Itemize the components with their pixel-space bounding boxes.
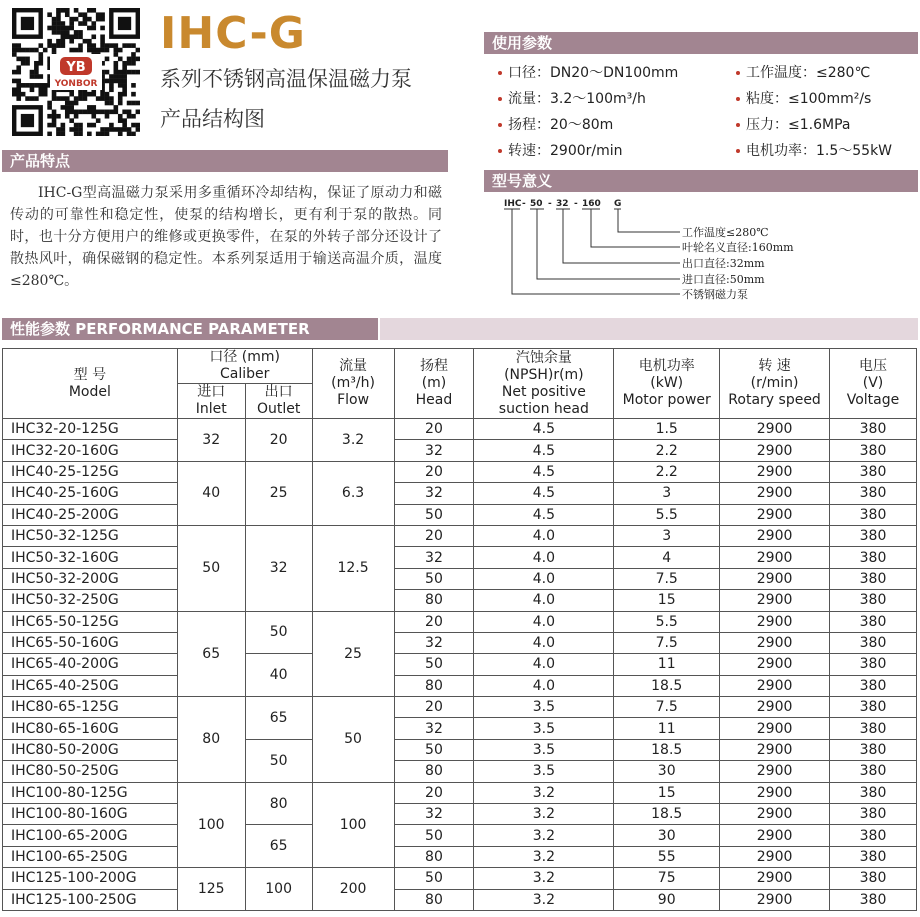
cell-power: 3 xyxy=(614,525,720,546)
table-row xyxy=(3,611,917,632)
cell-model: IHC65-40-250G xyxy=(3,675,178,696)
cell-power: 4 xyxy=(614,547,720,568)
col-caliber: 口径 (mm) Caliber xyxy=(177,349,312,384)
cell-speed: 2900 xyxy=(720,889,830,910)
cell-speed: 2900 xyxy=(720,782,830,803)
cell-voltage: 380 xyxy=(830,525,917,546)
cell-npsh: 4.0 xyxy=(474,654,614,675)
table-row xyxy=(3,761,917,782)
performance-header-fill xyxy=(380,318,918,340)
table-row xyxy=(3,440,917,461)
cell-npsh: 4.5 xyxy=(474,440,614,461)
table-row xyxy=(3,632,917,653)
cell-speed: 2900 xyxy=(720,739,830,760)
cell-npsh: 4.0 xyxy=(474,632,614,653)
table-row xyxy=(3,868,917,889)
cell-voltage: 380 xyxy=(830,483,917,504)
cell-npsh: 4.0 xyxy=(474,611,614,632)
svg-text:YB: YB xyxy=(66,60,86,75)
cell-flow: 25 xyxy=(312,611,394,697)
cell-voltage: 380 xyxy=(830,419,917,440)
usage-caliber: 口径：DN20～DN100mm xyxy=(508,65,679,81)
table-row xyxy=(3,889,917,910)
table-row xyxy=(3,590,917,611)
cell-npsh: 4.0 xyxy=(474,525,614,546)
cell-head: 32 xyxy=(394,440,474,461)
cell-head: 50 xyxy=(394,568,474,589)
usage-params-header: 使用参数 xyxy=(484,32,918,54)
bullet-icon xyxy=(736,97,740,101)
table-row xyxy=(3,504,917,525)
cell-outlet: 50 xyxy=(245,611,312,654)
cell-head: 80 xyxy=(394,761,474,782)
cell-voltage: 380 xyxy=(830,568,917,589)
cell-head: 50 xyxy=(394,739,474,760)
cell-power: 2.2 xyxy=(614,461,720,482)
cell-voltage: 380 xyxy=(830,718,917,739)
meaning-impeller: 叶轮名义直径:160mm xyxy=(682,241,794,254)
cell-npsh: 4.5 xyxy=(474,419,614,440)
meaning-inlet: 进口直径:50mm xyxy=(682,273,765,286)
cell-power: 18.5 xyxy=(614,675,720,696)
cell-npsh: 4.0 xyxy=(474,675,614,696)
usage-viscosity: 粘度：≤100mm²/s xyxy=(746,91,872,107)
usage-row xyxy=(490,112,910,138)
table-row xyxy=(3,547,917,568)
cell-head: 50 xyxy=(394,654,474,675)
cell-head: 32 xyxy=(394,632,474,653)
cell-model: IHC32-20-125G xyxy=(3,419,178,440)
cell-flow: 6.3 xyxy=(312,461,394,525)
col-inlet: 进口 Inlet xyxy=(177,384,245,419)
table-row xyxy=(3,483,917,504)
cell-speed: 2900 xyxy=(720,504,830,525)
cell-npsh: 3.5 xyxy=(474,761,614,782)
cell-flow: 50 xyxy=(312,697,394,783)
cell-voltage: 380 xyxy=(830,846,917,867)
bullet-icon xyxy=(736,149,740,153)
svg-text:YONBOR: YONBOR xyxy=(54,79,98,89)
cell-speed: 2900 xyxy=(720,525,830,546)
usage-row xyxy=(490,138,910,164)
cell-outlet: 100 xyxy=(245,868,312,911)
code-sep: - xyxy=(522,199,526,209)
cell-power: 7.5 xyxy=(614,697,720,718)
cell-speed: 2900 xyxy=(720,846,830,867)
cell-model: IHC40-25-200G xyxy=(3,504,178,525)
cell-npsh: 4.0 xyxy=(474,590,614,611)
product-subtitle: 系列不锈钢高温保温磁力泵 xyxy=(160,67,412,91)
cell-speed: 2900 xyxy=(720,654,830,675)
cell-speed: 2900 xyxy=(720,718,830,739)
cell-head: 20 xyxy=(394,697,474,718)
usage-temperature: 工作温度：≤280℃ xyxy=(746,65,871,81)
col-npsh: 汽蚀余量 (NPSH)r(m) Net positive suction head xyxy=(474,349,614,419)
cell-outlet: 40 xyxy=(245,654,312,697)
cell-inlet: 80 xyxy=(177,697,245,783)
cell-power: 75 xyxy=(614,868,720,889)
cell-voltage: 380 xyxy=(830,868,917,889)
cell-power: 7.5 xyxy=(614,632,720,653)
table-row xyxy=(3,568,917,589)
col-speed: 转 速 (r/min) Rotary speed xyxy=(720,349,830,419)
cell-power: 11 xyxy=(614,718,720,739)
code-impeller: 160 xyxy=(582,199,601,209)
cell-model: IHC100-65-200G xyxy=(3,825,178,846)
cell-model: IHC100-65-250G xyxy=(3,846,178,867)
cell-flow: 200 xyxy=(312,868,394,911)
col-model: 型 号 Model xyxy=(3,349,178,419)
performance-table xyxy=(2,348,917,911)
usage-speed: 转速：2900r/min xyxy=(508,143,623,159)
table-row xyxy=(3,525,917,546)
cell-model: IHC50-32-200G xyxy=(3,568,178,589)
cell-head: 50 xyxy=(394,504,474,525)
col-voltage: 电压 (V) Voltage xyxy=(830,349,917,419)
code-sep: - xyxy=(574,199,578,209)
col-outlet: 出口 Outlet xyxy=(245,384,312,419)
cell-head: 32 xyxy=(394,547,474,568)
cell-speed: 2900 xyxy=(720,804,830,825)
model-meaning-header: 型号意义 xyxy=(484,170,918,192)
cell-speed: 2900 xyxy=(720,440,830,461)
cell-npsh: 3.2 xyxy=(474,804,614,825)
table-row xyxy=(3,675,917,696)
cell-npsh: 3.5 xyxy=(474,697,614,718)
features-text: IHC-G型高温磁力泵采用多重循环冷却结构，保证了原动力和磁传动的可靠性和稳定性，使泵的结构增长，更有利于泵的散热。同时，也十分方便用户的维修或更换零件，在泵的外转子部分还设计了散热风叶，确保磁钢的稳定性。本系列泵适用于输送高温介质，温度≤280℃。 xyxy=(10,185,442,289)
col-head: 扬程 (m) Head xyxy=(394,349,474,419)
cell-inlet: 32 xyxy=(177,419,245,462)
cell-flow: 12.5 xyxy=(312,525,394,611)
cell-head: 32 xyxy=(394,483,474,504)
cell-speed: 2900 xyxy=(720,675,830,696)
table-row xyxy=(3,804,917,825)
cell-model: IHC65-40-200G xyxy=(3,654,178,675)
bullet-icon xyxy=(498,71,502,75)
col-power: 电机功率 (kW) Motor power xyxy=(614,349,720,419)
cell-power: 18.5 xyxy=(614,739,720,760)
usage-pressure: 压力：≤1.6MPa xyxy=(746,117,851,133)
cell-model: IHC32-20-160G xyxy=(3,440,178,461)
cell-npsh: 3.5 xyxy=(474,739,614,760)
cell-outlet: 80 xyxy=(245,782,312,825)
cell-power: 18.5 xyxy=(614,804,720,825)
cell-npsh: 4.0 xyxy=(474,547,614,568)
cell-model: IHC125-100-250G xyxy=(3,889,178,910)
cell-model: IHC100-80-125G xyxy=(3,782,178,803)
cell-speed: 2900 xyxy=(720,547,830,568)
cell-head: 80 xyxy=(394,675,474,696)
cell-npsh: 4.5 xyxy=(474,504,614,525)
code-sep: - xyxy=(548,199,552,209)
cell-inlet: 100 xyxy=(177,782,245,868)
cell-voltage: 380 xyxy=(830,590,917,611)
bullet-icon xyxy=(498,149,502,153)
bullet-icon xyxy=(736,71,740,75)
cell-voltage: 380 xyxy=(830,697,917,718)
cell-model: IHC50-32-125G xyxy=(3,525,178,546)
cell-model: IHC65-50-125G xyxy=(3,611,178,632)
usage-flow: 流量：3.2～100m³/h xyxy=(508,91,646,107)
cell-model: IHC40-25-160G xyxy=(3,483,178,504)
table-row xyxy=(3,846,917,867)
cell-flow: 100 xyxy=(312,782,394,868)
cell-inlet: 50 xyxy=(177,525,245,611)
cell-head: 50 xyxy=(394,825,474,846)
cell-flow: 3.2 xyxy=(312,419,394,462)
model-code-diagram xyxy=(488,192,918,308)
table-row xyxy=(3,419,917,440)
cell-head: 80 xyxy=(394,590,474,611)
meaning-pump-type: 不锈钢磁力泵 xyxy=(682,288,748,301)
table-row xyxy=(3,654,917,675)
cell-head: 20 xyxy=(394,525,474,546)
cell-npsh: 4.5 xyxy=(474,483,614,504)
cell-model: IHC65-50-160G xyxy=(3,632,178,653)
cell-voltage: 380 xyxy=(830,889,917,910)
cell-npsh: 3.2 xyxy=(474,846,614,867)
cell-outlet: 20 xyxy=(245,419,312,462)
cell-outlet: 25 xyxy=(245,461,312,525)
cell-voltage: 380 xyxy=(830,654,917,675)
cell-outlet: 32 xyxy=(245,525,312,611)
cell-inlet: 65 xyxy=(177,611,245,697)
code-ihc: IHC xyxy=(504,199,522,209)
cell-voltage: 380 xyxy=(830,632,917,653)
table-row xyxy=(3,739,917,760)
table-row xyxy=(3,718,917,739)
cell-power: 15 xyxy=(614,590,720,611)
usage-row xyxy=(490,60,910,86)
cell-voltage: 380 xyxy=(830,804,917,825)
cell-model: IHC50-32-250G xyxy=(3,590,178,611)
cell-power: 5.5 xyxy=(614,611,720,632)
cell-power: 30 xyxy=(614,761,720,782)
table-row xyxy=(3,825,917,846)
features-header: 产品特点 xyxy=(2,150,448,172)
table-row xyxy=(3,461,917,482)
code-outlet: 32 xyxy=(556,199,569,209)
cell-voltage: 380 xyxy=(830,547,917,568)
cell-power: 7.5 xyxy=(614,568,720,589)
cell-inlet: 40 xyxy=(177,461,245,525)
cell-speed: 2900 xyxy=(720,611,830,632)
cell-speed: 2900 xyxy=(720,761,830,782)
cell-npsh: 3.2 xyxy=(474,889,614,910)
structure-caption: 产品结构图 xyxy=(160,107,265,131)
cell-power: 55 xyxy=(614,846,720,867)
cell-npsh: 3.5 xyxy=(474,718,614,739)
bullet-icon xyxy=(498,97,502,101)
cell-npsh: 3.2 xyxy=(474,868,614,889)
cell-power: 5.5 xyxy=(614,504,720,525)
cell-outlet: 65 xyxy=(245,697,312,740)
cell-power: 15 xyxy=(614,782,720,803)
cell-power: 2.2 xyxy=(614,440,720,461)
cell-model: IHC80-50-250G xyxy=(3,761,178,782)
cell-npsh: 3.2 xyxy=(474,782,614,803)
cell-speed: 2900 xyxy=(720,590,830,611)
cell-model: IHC80-65-160G xyxy=(3,718,178,739)
performance-header: 性能参数 PERFORMANCE PARAMETER xyxy=(2,318,378,340)
cell-model: IHC80-50-200G xyxy=(3,739,178,760)
usage-head: 扬程：20～80m xyxy=(508,117,614,133)
cell-voltage: 380 xyxy=(830,461,917,482)
cell-voltage: 380 xyxy=(830,825,917,846)
cell-outlet: 65 xyxy=(245,825,312,868)
cell-voltage: 380 xyxy=(830,739,917,760)
cell-head: 20 xyxy=(394,419,474,440)
cell-head: 32 xyxy=(394,718,474,739)
cell-outlet: 50 xyxy=(245,739,312,782)
cell-voltage: 380 xyxy=(830,440,917,461)
cell-speed: 2900 xyxy=(720,483,830,504)
cell-head: 80 xyxy=(394,846,474,867)
cell-speed: 2900 xyxy=(720,461,830,482)
cell-model: IHC80-65-125G xyxy=(3,697,178,718)
cell-power: 30 xyxy=(614,825,720,846)
cell-speed: 2900 xyxy=(720,632,830,653)
cell-npsh: 3.2 xyxy=(474,825,614,846)
cell-head: 80 xyxy=(394,889,474,910)
cell-power: 1.5 xyxy=(614,419,720,440)
cell-inlet: 125 xyxy=(177,868,245,911)
cell-head: 20 xyxy=(394,782,474,803)
cell-speed: 2900 xyxy=(720,419,830,440)
cell-speed: 2900 xyxy=(720,697,830,718)
cell-head: 50 xyxy=(394,868,474,889)
cell-power: 3 xyxy=(614,483,720,504)
meaning-outlet: 出口直径:32mm xyxy=(682,257,765,270)
cell-voltage: 380 xyxy=(830,611,917,632)
usage-row xyxy=(490,86,910,112)
cell-head: 20 xyxy=(394,611,474,632)
bullet-icon xyxy=(498,123,502,127)
cell-head: 32 xyxy=(394,804,474,825)
cell-speed: 2900 xyxy=(720,568,830,589)
qr-code xyxy=(12,8,140,136)
cell-voltage: 380 xyxy=(830,675,917,696)
cell-model: IHC40-25-125G xyxy=(3,461,178,482)
usage-motor-power: 电机功率：1.5～55kW xyxy=(746,143,893,159)
cell-npsh: 4.5 xyxy=(474,461,614,482)
bullet-icon xyxy=(736,123,740,127)
cell-model: IHC125-100-200G xyxy=(3,868,178,889)
code-g: G xyxy=(614,199,622,209)
meaning-temperature: 工作温度≤280℃ xyxy=(682,226,769,239)
cell-voltage: 380 xyxy=(830,504,917,525)
cell-head: 20 xyxy=(394,461,474,482)
cell-speed: 2900 xyxy=(720,825,830,846)
usage-params xyxy=(490,60,910,164)
table-row xyxy=(3,782,917,803)
code-inlet: 50 xyxy=(530,199,543,209)
cell-voltage: 380 xyxy=(830,761,917,782)
cell-voltage: 380 xyxy=(830,782,917,803)
cell-model: IHC50-32-160G xyxy=(3,547,178,568)
cell-model: IHC100-80-160G xyxy=(3,804,178,825)
cell-npsh: 4.0 xyxy=(474,568,614,589)
brand-title: IHC-G xyxy=(160,8,306,59)
col-flow: 流量 (m³/h) Flow xyxy=(312,349,394,419)
table-row xyxy=(3,697,917,718)
cell-power: 90 xyxy=(614,889,720,910)
cell-power: 11 xyxy=(614,654,720,675)
cell-speed: 2900 xyxy=(720,868,830,889)
